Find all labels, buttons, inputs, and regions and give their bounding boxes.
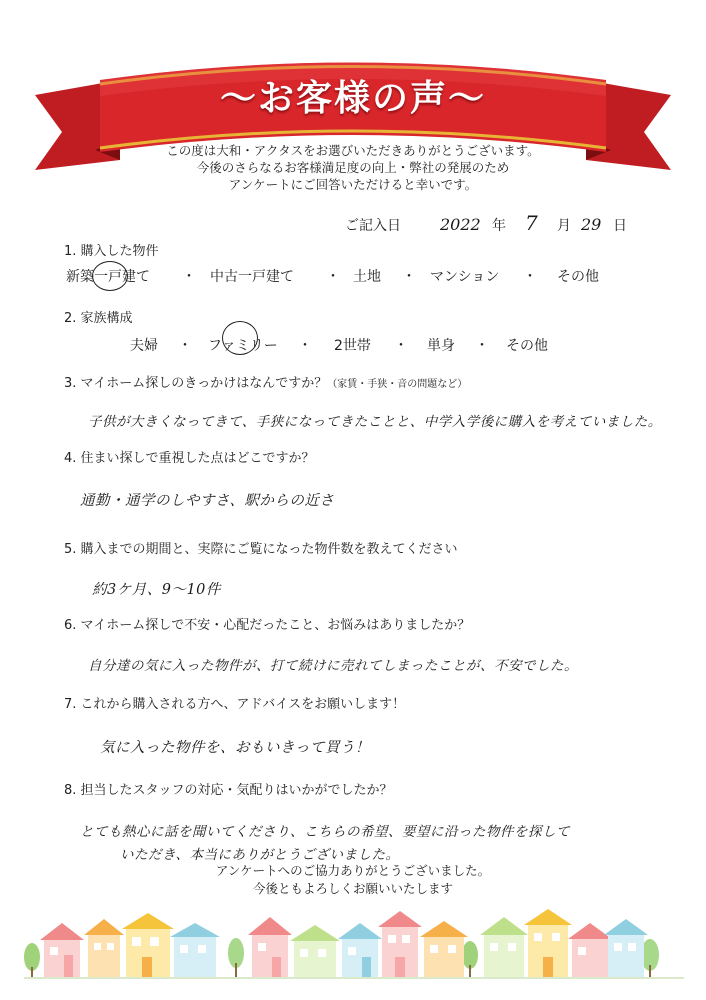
question-6-label: 6. マイホーム探しで不安・心配だったこと、お悩みはありましたか？ [64,618,471,633]
answer-4: 通勤・通学のしやすさ、駅からの近さ [80,493,335,509]
date-day: 29 [581,215,602,234]
question-3-text: 3. マイホーム探しのきっかけはなんですか？ [64,376,328,391]
question-8-label: 8. 担当したスタッフの対応・気配りはいかがでしたか？ [64,783,393,798]
question-4-label: 4. 住まい探しで重視した点はどこですか？ [64,451,315,466]
date-month: 7 [525,211,538,235]
option-single[interactable]: 単身 [427,338,455,354]
answer-8-line-1: とても熱心に話を聞いてくださり、こちらの希望、要望に沿った物件を探して [80,824,570,840]
intro-line: この度は大和・アクタスをお選びいただきありがとうございます。 [166,143,540,158]
question-2-label: 2. 家族構成 [64,311,133,326]
answer-3: 子供が大きくなってきて、手狭になってきたことと、中学入学後に購入を考えていました。 [88,414,662,430]
date-day-unit: 日 [613,218,627,234]
intro-line: 今後のさらなるお客様満足度の向上・弊社の発展のため [196,160,510,175]
selected-circle [92,261,128,291]
date-year: 2022 [440,215,481,234]
option-couple[interactable]: 夫婦 [130,338,158,354]
option-other[interactable]: その他 [506,338,548,354]
answer-8-line-2: いただき、本当にありがとうございました。 [120,847,400,863]
date-month-unit: 月 [557,218,571,234]
selected-circle [222,321,258,355]
option-land[interactable]: 土地 [353,269,381,285]
option-used-house[interactable]: 中古一戸建て [210,269,294,285]
option-two-generation[interactable]: 2世帯 [334,338,371,354]
date-year-unit: 年 [492,218,506,234]
page-title: ～お客様の声～ [219,78,486,119]
date-label: ご記入日 [345,218,401,234]
question-7-label: 7. これから購入される方へ、アドバイスをお願いします！ [64,697,406,712]
answer-6: 自分達の気に入った物件が、打て続けに売れてしまったことが、不安でした。 [88,658,578,674]
houses-illustration-icon [0,905,706,980]
question-3-note: （家賃・手狭・音の問題など） [327,379,468,390]
question-2-options: 夫婦 ・ ファミリー ・ 2世帯 ・ 単身 ・ その他 [0,335,706,359]
answer-5: 約3ケ月、9～10件 [92,582,221,598]
option-new-house[interactable]: 新築一戸建て [66,269,150,285]
question-1-options: 新築一戸建て ・ 中古一戸建て ・ 土地 ・ マンション ・ その他 [0,266,706,290]
option-mansion[interactable]: マンション [430,269,500,285]
intro-text [0,142,706,193]
option-family[interactable]: ファミリー [208,338,278,354]
answer-7: 気に入った物件を、おもいきって買う！ [100,740,370,756]
question-5-label: 5. 購入までの期間と、実際にご覧になった物件数を教えてください [64,542,458,557]
question-1-label: 1. 購入した物件 [64,244,159,259]
closing-text [0,862,706,898]
closing-line: アンケートへのご協力ありがとうございました。 [215,863,491,878]
intro-line: アンケートにご回答いただけると幸いです。 [228,177,478,192]
question-3-label [64,372,467,391]
option-other[interactable]: その他 [557,269,599,285]
closing-line: 今後ともよろしくお願いいたします [252,881,453,896]
